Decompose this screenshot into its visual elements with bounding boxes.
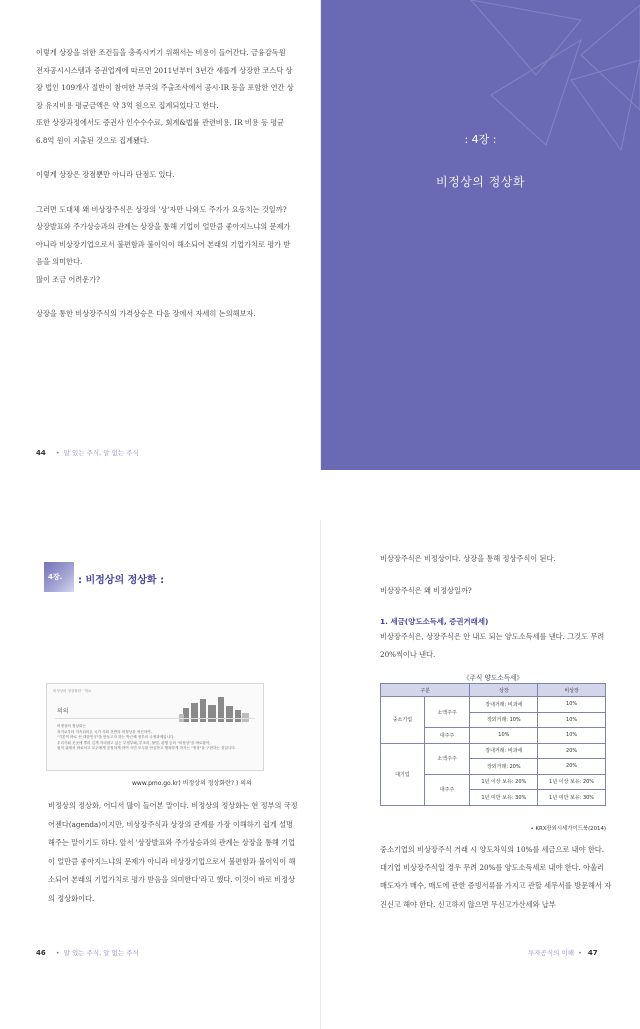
chapter-heading — [44, 562, 294, 592]
table-cell: 10% — [538, 697, 606, 713]
screenshot-title: 의의 — [57, 708, 69, 715]
table-cell: 장외거래: 20% — [470, 759, 538, 775]
paragraph-gap — [380, 567, 612, 582]
paragraph: 상장발표와 주가상승과의 관계는 상장을 통해 기업이 얼만큼 좋아지느냐의 문제가 아니라 비상장기업으로서 불편함과 불이익이 해소되어 본래의 기업가치로 평가 받음을 의미한다. — [36, 222, 291, 266]
table-cell-holder: 소액주주 — [424, 743, 470, 774]
page-47-body: 중소기업의 비상장주식 거래 시 양도차익의 10%를 세금으로 내야 한다. 대기업 비상장주식일 경우 무려 20%를 양도소득세로 내야 한다. 아울러 매도자가 매수, 매도에 관한 증빙서류를 가지고 관할 세무서를 방문해서 자진신고 해야 한다. 신고하지 않으면 무신고가산세와 납부 — [380, 845, 612, 909]
table-cell: 장외거래: 10% — [470, 712, 538, 728]
table-source: • KRX장외시세가이드북(2014) — [530, 826, 606, 832]
website-screenshot — [46, 683, 264, 771]
table-cell: 10% — [538, 728, 606, 744]
chapter-tab — [44, 562, 74, 592]
page-number: 47 — [587, 949, 598, 957]
running-title: 알 있는 주식, 알 없는 주식 — [63, 449, 139, 457]
spread-top — [0, 0, 640, 470]
table-row — [381, 743, 606, 759]
paragraph-gap — [36, 288, 294, 305]
table-title: 《주식 양도소득세》 — [463, 674, 523, 682]
table-cell: 1년 미만 보유: 30% — [470, 790, 538, 806]
running-title: 알 있는 주식, 알 없는 주식 — [63, 949, 139, 957]
table-cell: 20% — [538, 743, 606, 759]
table-cell-holder: 대주주 — [424, 728, 470, 744]
table-row — [381, 697, 606, 713]
chapter-number: : 4장 : — [464, 133, 497, 146]
page-44-footer — [36, 448, 139, 457]
page-number: 44 — [36, 449, 46, 457]
paragraph: 이렇게 상장은 장점뿐만 아니라 단점도 있다. — [36, 170, 175, 179]
paragraph: 이렇게 상장을 위한 조건들을 충족시키기 위해서는 비용이 들어간다. 금융감독원 전자공시시스템과 증권업계에 따르면 2011년부터 3년간 새롭게 상장한 코스닥 상장 법인 109개사 절반이 참여한 부국의 주출조사에서 공시·IR 등을 포함한 연간 상장 유지비용 평균금액은 약 3억 원으로 집계되었다고 한다. — [36, 48, 294, 110]
paragraph-gap — [36, 184, 294, 201]
page-46-body: 비정상의 정상화, 어디서 많이 들어본 말이다. 비정상의 정상화는 현 정부의 국정 어젠다(agenda)이지만, 비상장주식과 상장의 관계를 가장 이해하기 쉽게 설명해주는 말이기도 하다. 앞서 '상장발표와 주가상승과의 관계는 상장을 통해 기업이 얼만큼 좋아지느냐의 문제가 아니라 비상장기업으로서 불편함과 불이익이 해소되어 본래의 기업가치로 평가 받음을 의미한다'라고 했다. 이것이 바로 비정상의 정상화이다. — [48, 801, 298, 903]
page-47-footer — [528, 948, 598, 957]
page-number: 46 — [36, 949, 46, 957]
paragraph: 또한 상장과정에서도 증권사 인수수수료, 회계&법률 관련비용, IR 비용 등 평균 6.8억 원이 지출된 것으로 집계됐다. — [36, 118, 285, 145]
table-cell: 장내거래: 비과세 — [470, 697, 538, 713]
paragraph-gap — [36, 149, 294, 166]
table-cell-holder: 소액주주 — [424, 697, 470, 728]
screenshot-line: 과거로부터 지속되어온 국가 사회 전반의 비정상을 혁신하여, — [57, 729, 152, 734]
gutter-bottom — [320, 520, 321, 1029]
section-body: 비상장주식은, 상장주식은 안 내도 되는 양도소득세를 낸다. 그것도 무려 20%씩이나 낸다. — [380, 632, 605, 659]
table-cell-company: 중소기업 — [381, 697, 425, 744]
section-heading: 1. 세금(양도소득세, 증권거래세) — [380, 617, 489, 626]
table-cell: 10% — [470, 728, 538, 744]
table-cell-holder: 대주주 — [424, 774, 470, 805]
table-header: 비상장 — [538, 684, 606, 697]
decorative-triangles — [321, 0, 640, 470]
chapter-heading-label: : 비정상의 정상화 : — [78, 575, 165, 586]
table-cell: 1년 미만 보유: 30% — [538, 790, 606, 806]
table-cell: 20% — [538, 759, 606, 775]
table-cell: 1년 이상 보유: 20% — [470, 774, 538, 790]
table-cell: 10% — [538, 712, 606, 728]
screenshot-line: 우리사회 곳곳에 뿌리 깊게 자리잡고 있는 부정부패, 부조리, 불법, 관행 등의 "비정상"을 바로잡아, — [57, 740, 211, 745]
chapter-title: 비정상의 정상화 — [436, 175, 525, 189]
screenshot-caption: www.pmo.go.kr) 비정상의 정상화란? ) 의의 — [132, 780, 252, 787]
page-46-footer — [36, 948, 139, 957]
paragraph: 비상장주식은 비정상이다. 상장을 통해 정상주식이 된다. — [380, 554, 556, 563]
chapter-opener — [321, 0, 640, 470]
bullet-icon: • — [55, 449, 60, 457]
screenshot-line: 비정상의 정상화는 — [57, 724, 86, 728]
table-cell: 장내거래: 비과세 — [470, 743, 538, 759]
paragraph: 비상장주식은 왜 비정상일까? — [380, 586, 472, 595]
screenshot-line: 원칙 위에서 바로서고 모두에게 공정하게 하여 국민 모두를 안심하고 행복하게 하자는 "정상"을 구현하는 것입니다. — [57, 746, 236, 751]
bullet-icon: • — [578, 949, 582, 957]
table-header: 상장 — [470, 684, 538, 697]
divider — [55, 718, 255, 719]
table-header: 구분 — [381, 684, 470, 697]
chapter-tab-label: 4장. — [48, 573, 63, 581]
page-44-body — [36, 44, 294, 323]
running-title: 투자공식의 이해 — [528, 949, 575, 957]
screenshot-line: "기본이 바로 선 대한민국"을 만들고자 하는 박근혜 정부의 국정과제입니다. — [57, 735, 175, 740]
table-cell-company: 대기업 — [381, 743, 425, 805]
table-header-row — [381, 684, 606, 697]
bullet-icon: • — [55, 949, 60, 957]
tax-table — [380, 683, 606, 806]
spread-bottom — [0, 520, 640, 1029]
screenshot-breadcrumb: 비정상의 정상화란 · 개요 — [53, 689, 92, 693]
table-cell: 1년 이상 보유: 20% — [538, 774, 606, 790]
paragraph: 많이 조금 어려운가? — [36, 274, 100, 284]
page-47-intro — [380, 550, 612, 599]
screenshot-text — [57, 724, 257, 752]
paragraph: 상장을 통한 비상장주식의 가격상승은 다음 장에서 자세히 논의해보자. — [36, 309, 256, 318]
paragraph: 그러면 도대체 왜 비상장주식은 상장의 '상'자만 나와도 주가가 요동치는 것일까? — [36, 204, 287, 214]
